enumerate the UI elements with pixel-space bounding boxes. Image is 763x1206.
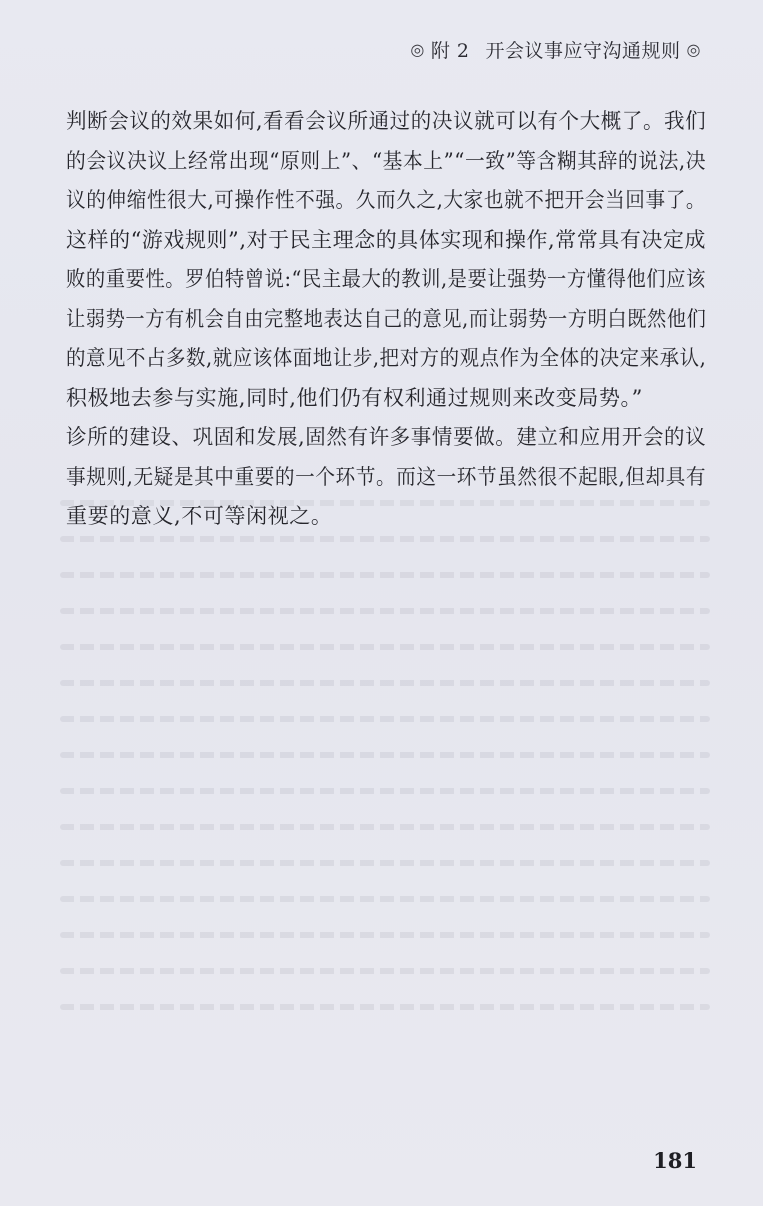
running-header (410, 36, 701, 63)
text-line: 议的伸缩性很大,可操作性不强。久而久之,大家也就不把开会当回事了。 (66, 188, 707, 212)
page-number: 181 (653, 1148, 697, 1173)
circle-mark-icon-left: ◎ (410, 40, 425, 59)
show-through-texture (60, 500, 710, 1090)
text-line: 败的重要性。罗伯特曾说:“民主最大的教训,是要让强势一方懂得他们应该 (66, 267, 706, 291)
text-line: 的意见不占多数,就应该体面地让步,把对方的观点作为全体的决定来承认, (66, 346, 707, 370)
text-line: 诊所的建设、巩固和发展,固然有许多事情要做。建立和应用开会的议 (66, 425, 707, 449)
text-line: 的会议决议上经常出现“原则上”、“基本上”“一致”等含糊其辞的说法,决 (66, 148, 707, 173)
text-line: 重要的意义,不可等闲视之。 (66, 504, 333, 528)
paragraph-3 (66, 418, 706, 537)
text-line: 这样的“游戏规则”,对于民主理念的具体实现和操作,常常具有决定成 (66, 227, 707, 252)
text-line: 让弱势一方有机会自由完整地表达自己的意见,而让弱势一方明白既然他们 (66, 306, 707, 331)
body-text (66, 102, 706, 537)
paragraph-1 (66, 102, 706, 221)
paragraph-2 (66, 221, 706, 419)
appendix-label: 附 2 (430, 40, 470, 62)
text-line: 判断会议的效果如何,看看会议所通过的决议就可以有个大概了。我们 (66, 109, 707, 133)
chapter-title: 开会议事应守沟通规则 (485, 40, 681, 62)
circle-mark-icon-right: ◎ (686, 40, 701, 59)
text-line: 积极地去参与实施,同时,他们仍有权利通过规则来改变局势。” (66, 385, 643, 410)
text-line: 事规则,无疑是其中重要的一个环节。而这一环节虽然很不起眼,但却具有 (66, 464, 707, 489)
